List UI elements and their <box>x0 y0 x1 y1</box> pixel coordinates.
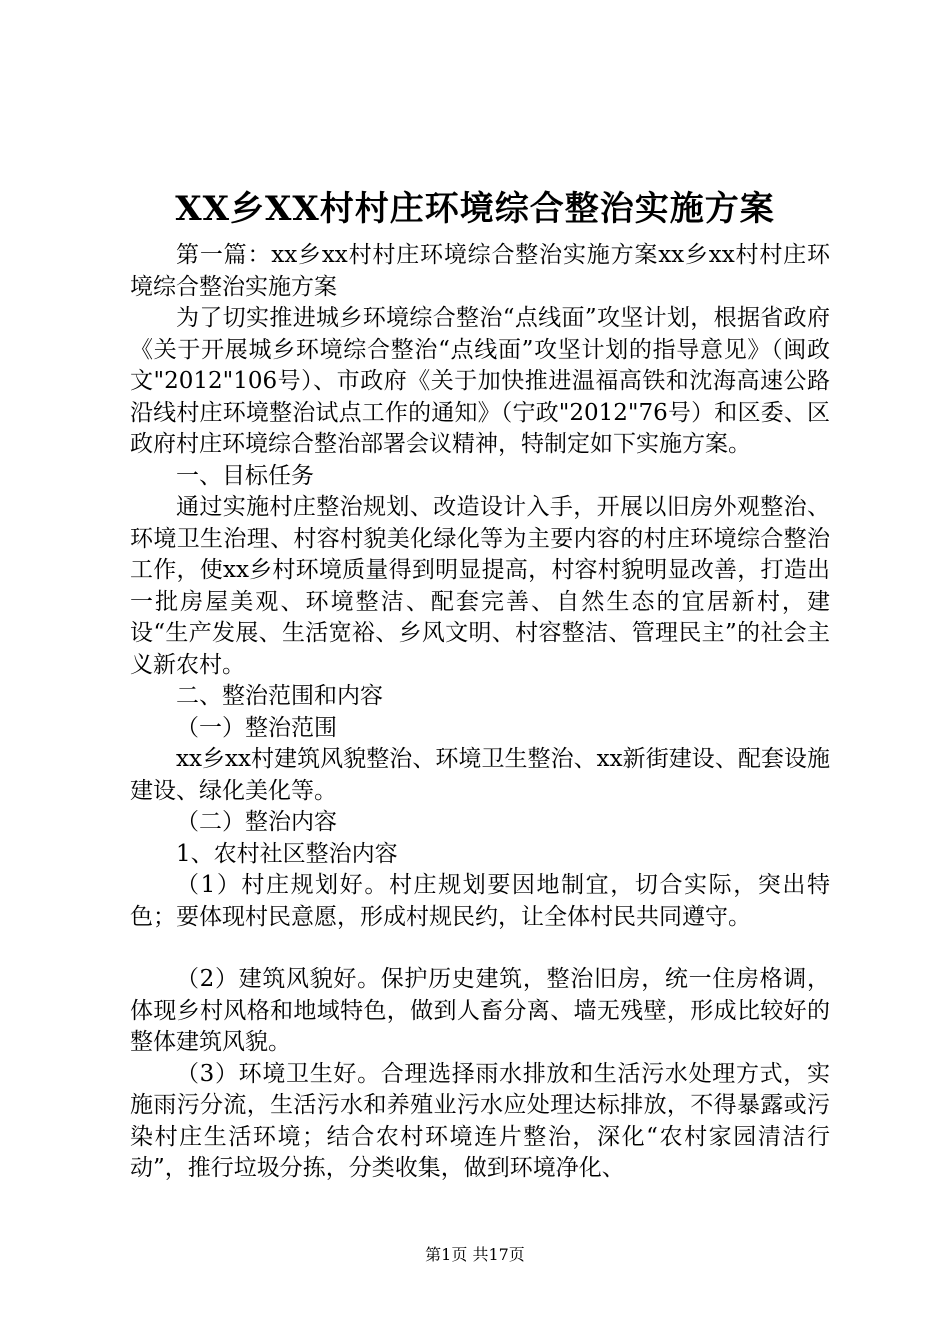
paragraph: （3）环境卫生好。合理选择雨水排放和生活污水处理方式，实施雨污分流，生活污水和养殖业污水应处理达标排放，不得暴露或污染村庄生活环境；结合农村环境连片整治，深化“农村家园清洁行动”，推行垃圾分拣，分类收集，做到环境净化、 <box>130 1060 830 1181</box>
section-heading: 二、整治范围和内容 <box>176 683 383 709</box>
paragraph: （1）村庄规划好。村庄规划要因地制宜，切合实际，突出特色；要体现村民意愿，形成村规民约，让全体村民共同遵守。 <box>130 872 830 930</box>
paragraph: 第一篇：xx乡xx村村庄环境综合整治实施方案xx乡xx村村庄环境综合整治实施方案 <box>130 242 830 300</box>
page-footer: 第1页 共17页 <box>425 1245 525 1264</box>
paragraph: xx乡xx村建筑风貌整治、环境卫生整治、xx新街建设、配套设施建设、绿化美化等。 <box>130 746 830 804</box>
subsection-heading: （一）整治范围 <box>176 714 337 741</box>
subsection-heading: 1、农村社区整治内容 <box>176 840 398 867</box>
paragraph: 通过实施村庄整治规划、改造设计入手，开展以旧房外观整治、环境卫生治理、村容村貌美化绿化等为主要内容的村庄环境综合整治工作，使xx乡村环境质量得到明显提高，村容村貌明显改善，打造出一批房屋美观、环境整洁、配套完善、自然生态的宜居新村，建设“生产发展、生活宽裕、乡风文明、村容整洁、管理民主”的社会主义新农村。 <box>130 494 830 678</box>
paragraph: （2）建筑风貌好。保护历史建筑，整治旧房，统一住房格调，体现乡村风格和地域特色，做到人畜分离、墙无残壁，形成比较好的整体建筑风貌。 <box>130 966 830 1055</box>
subsection-heading: （二）整治内容 <box>176 809 337 835</box>
paragraph: 为了切实推进城乡环境综合整治“点线面”攻坚计划，根据省政府《关于开展城乡环境综合整治“点线面”攻坚计划的指导意见》（闽政文"2012"106号）、市政府《关于加快推进温福高铁和沈海高速公路沿线村庄环境整治试点工作的通知》（宁政"2012"76号）和区委、区政府村庄环境综合整治部署会议精神，特制定如下实施方案。 <box>130 305 830 457</box>
section-heading: 一、目标任务 <box>176 462 314 489</box>
document-body <box>130 240 830 1185</box>
document-title: XX乡XX村村庄环境综合整治实施方案 <box>175 189 775 229</box>
